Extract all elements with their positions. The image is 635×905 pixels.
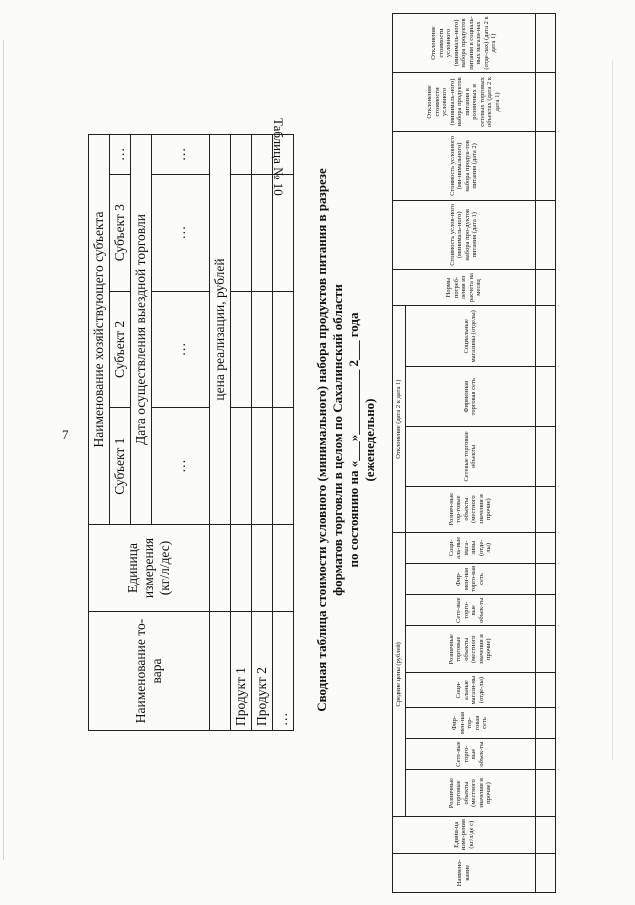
product-row-label: Продукт 1 bbox=[231, 612, 252, 731]
col-cost-date1: Стоимость услов-ного (минималь-ного) набора про-дуктов питания (дата 1) bbox=[393, 200, 536, 269]
summary-title: Сводная таблица стоимости условного (минимального) набора продуктов питания в разрезе форматов торговли в целом по Сахалинский области по состоянию на «___»__________ 2___ года (еженедельно) bbox=[314, 168, 377, 712]
col-dev-retail: Отклонение стоимости условного (минималь-ного) набора продуктов питания в розничных и сетевых торговых объектах (дата 2 к дата 1) bbox=[393, 73, 536, 132]
deviation-col: Рознич-ные тор-говые объекты (местного значения и прочие) bbox=[405, 486, 535, 532]
table-caption: Таблица № 10 bbox=[271, 118, 286, 196]
subject-more: … bbox=[110, 135, 131, 175]
date-cell: … bbox=[152, 291, 210, 408]
col-name: Наимено-вание bbox=[393, 853, 536, 892]
deviation-col: Социальные магазины (отделы) bbox=[405, 306, 535, 367]
deviation-col: Фирменная торговая сеть bbox=[405, 367, 535, 427]
price-row: цена реализации, рублей bbox=[210, 135, 231, 525]
date1-col: Соци-альные магази-ны (отде-лы) bbox=[405, 673, 535, 708]
date2-col: Фир-мен-ная торго-вая сеть bbox=[405, 563, 535, 594]
page-number: 7 bbox=[62, 427, 69, 442]
date-row: Дата осуществления выездной торговли bbox=[131, 135, 152, 525]
date2-col: Розничные торговые объекты (местного значения и прочие) bbox=[405, 626, 535, 673]
date2-col: Соци-аль-ные мага-зины (отде-лы) bbox=[405, 532, 535, 563]
col-dev-social: Отклонение стоимости условного (минималь-ного) набора продуктов питания в социаль-ных магази-нах (отде-лах) (дата 2 к дата 1) bbox=[393, 14, 536, 73]
deviation-col: Сетевые торговые объекты bbox=[405, 427, 535, 486]
product-row-label: Продукт 2 bbox=[252, 612, 273, 731]
scan-edge bbox=[3, 40, 4, 860]
subject-2: Субъект 2 bbox=[110, 291, 131, 408]
date-cell: … bbox=[152, 408, 210, 525]
header-product-name: Наименование то-вара bbox=[89, 612, 210, 731]
date1-col: Фир-мен-ная тор-говая сеть bbox=[405, 708, 535, 739]
avg-price-group: Средние цены (рублей) bbox=[393, 532, 406, 816]
deviation-group: Отклонение (дата 2 к дата 1) bbox=[393, 306, 406, 532]
col-cost-date2: Стоимость условного (ми-нимального) набора продук-тов питания (дата 2) bbox=[393, 131, 536, 200]
scan-edge bbox=[612, 60, 613, 760]
date1-col: Розничные торговые объекты (местного значения и прочие) bbox=[405, 770, 535, 817]
product-price-table bbox=[88, 131, 294, 731]
summary-table bbox=[392, 13, 556, 893]
col-norms: Нормы потреб-ления из расчета на месяц bbox=[393, 269, 536, 306]
product-row-label: … bbox=[273, 612, 294, 731]
date-cell: … bbox=[152, 174, 210, 291]
date1-col: Сете-вые торго-вые объек-ты bbox=[405, 738, 535, 769]
subject-3: Субъект 3 bbox=[110, 174, 131, 291]
header-unit: Единица измерения (кг/л/дес) bbox=[89, 525, 210, 612]
date2-col: Сете-вые торго-вые объек-ты bbox=[405, 595, 535, 626]
header-subject-group: Наименование хозяйствующего субъекта bbox=[89, 135, 110, 525]
subject-1: Субъект 1 bbox=[110, 408, 131, 525]
col-unit: Едини-ца изме-рения (кг/л/де с) bbox=[393, 816, 536, 853]
date-cell: … bbox=[152, 135, 210, 175]
